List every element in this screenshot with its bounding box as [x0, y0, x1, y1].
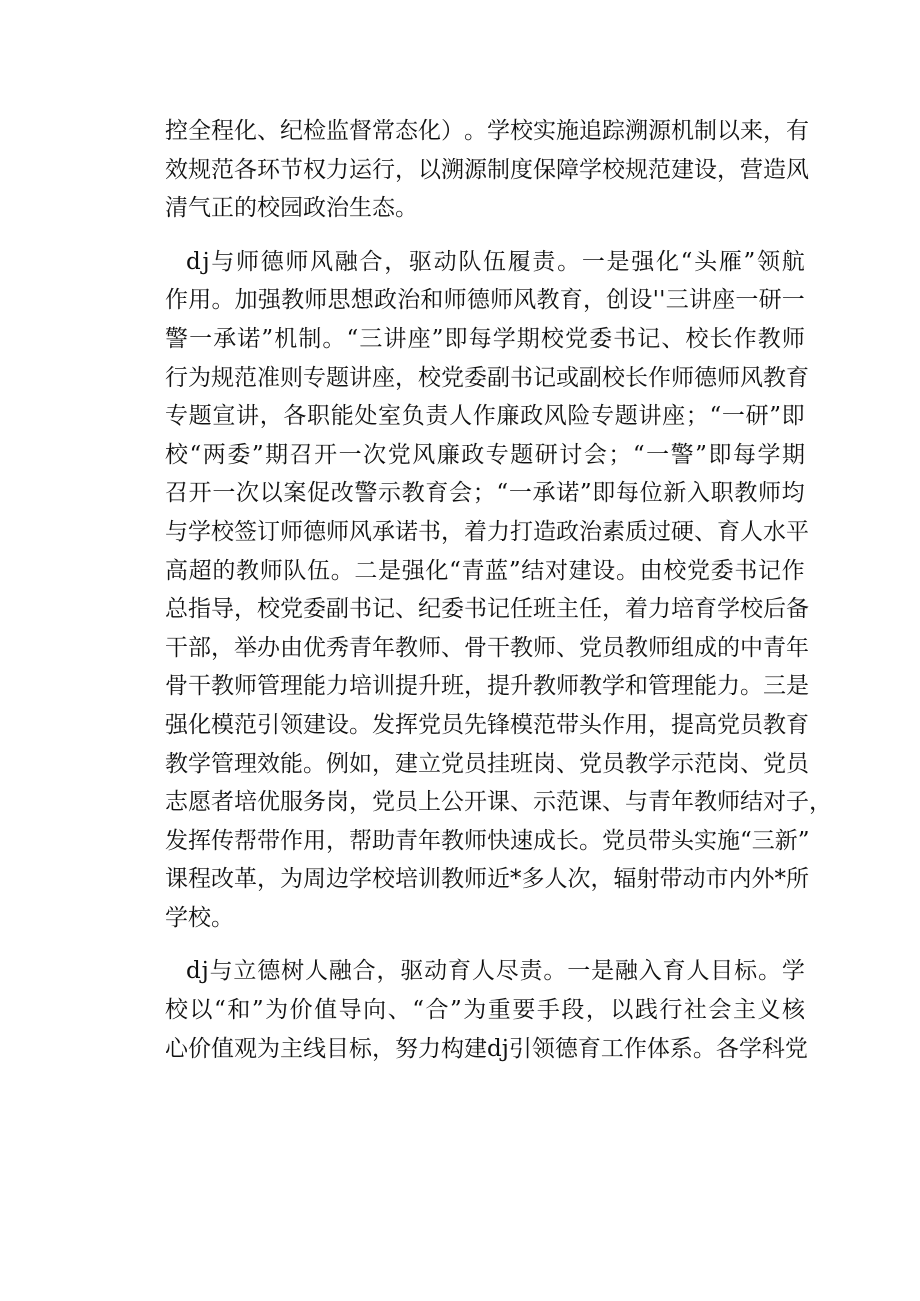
text-line: 干 部 ， 举 办 由 优 秀 青 年 教 师 、 骨 干 教 师 、 党 员 教 师 组 成 的 中 青 年: [165, 634, 809, 661]
text-line: 志 愿 者 培 优 服 务 岗 ， 党 员 上 公 开 课 、 示 范 课 、 与 青 年 教 师 结 对 子 ，: [165, 789, 832, 816]
text-line: 课 程 改 革 ， 为 周 边 学 校 培 训 教 师 近 * 多 人 次 ， 辐 射 带 动 市 内 外 * 所: [165, 866, 809, 893]
text-line: 校 以 “ 和 ” 为 价 值 导 向 、 “ 合 ” 为 重 要 手 段 ， 以 践 行 社 会 主 义 核: [165, 997, 805, 1024]
paragraph-3: [165, 952, 808, 1068]
text-line: 校 “ 两 委 ” 期 召 开 一 次 党 风 廉 政 专 题 研 讨 会 ； “ 一 警 ” 即 每 学 期: [165, 441, 805, 468]
text-line: 学校。: [165, 904, 234, 931]
text-line: 召 开 一 次 以 案 促 改 警 示 教 育 会 ； “ 一 承 诺 ” 即 每 位 新 入 职 教 师 均: [165, 480, 805, 507]
text-line: 行 为 规 范 准 则 专 题 讲 座 ， 校 党 委 副 书 记 或 副 校 长 作 师 德 师 风 教 育: [165, 364, 809, 391]
text-line: d j 与 师 德 师 风 融 合 ， 驱 动 队 伍 履 责 。 一 是 强 化 “ 头 雁 ” 领 航: [186, 248, 805, 275]
text-line: 强 化 模 范 引 领 建 设 。 发 挥 党 员 先 锋 模 范 带 头 作 用 ， 提 高 党 员 教 育: [165, 711, 809, 738]
text-line: 控 全 程 化 、 纪 检 监 督 常 态 化 ） 。 学 校 实 施 追 踪 溯 源 机 制 以 来 ， 有: [165, 118, 809, 144]
text-line: 警 一 承 诺 ” 机 制 。 “ 三 讲 座 ” 即 每 学 期 校 党 委 书 记 、 校 长 作 教 师: [165, 325, 805, 352]
text-line: 教 学 管 理 效 能 。 例 如 ， 建 立 党 员 挂 班 岗 、 党 员 教 学 示 范 岗 、 党 员: [165, 750, 809, 777]
paragraph-1: [165, 112, 809, 228]
document-body: [165, 112, 832, 1068]
text-line: d j 与 立 德 树 人 融 合 ， 驱 动 育 人 尽 责 。 一 是 融 入 育 人 目 标 。 学: [186, 958, 805, 985]
text-line: 与 学 校 签 订 师 德 师 风 承 诺 书 ， 着 力 打 造 政 治 素 质 过 硬 、 育 人 水 平: [165, 518, 809, 545]
text-line: 专 题 宣 讲 ， 各 职 能 处 室 负 责 人 作 廉 政 风 险 专 题 讲 座 ； “ 一 研 ” 即: [165, 403, 805, 430]
text-line: 发 挥 传 帮 带 作 用 ， 帮 助 青 年 教 师 快 速 成 长 。 党 员 带 头 实 施 “ 三 新 ”: [165, 827, 810, 854]
text-line: 高 超 的 教 师 队 伍 。 二 是 强 化 “ 青 蓝 ” 结 对 建 设 。 由 校 党 委 书 记 作: [165, 557, 805, 584]
paragraph-2: [165, 243, 832, 938]
text-line: 心 价 值 观 为 主 线 目 标 ， 努 力 构 建 d j 引 领 德 育 工 作 体 系 。 各 学 科 党: [165, 1035, 808, 1062]
text-line: 总 指 导 ， 校 党 委 副 书 记 、 纪 委 书 记 任 班 主 任 ， 着 力 培 育 学 校 后 备: [165, 596, 809, 623]
text-line: 清气正的校园政治生态。: [165, 195, 418, 222]
text-line: 作 用 。 加 强 教 师 思 想 政 治 和 师 德 师 风 教 育 ， 创 设 ' ' 三 讲 座 一 研 一: [165, 287, 805, 314]
text-line: 骨 干 教 师 管 理 能 力 培 训 提 升 班 ， 提 升 教 师 教 学 和 管 理 能 力 。 三 是: [165, 673, 809, 700]
text-line: 效 规 范 各 环 节 权 力 运 行 ， 以 溯 源 制 度 保 障 学 校 规 范 建 设 ， 营 造 风: [165, 156, 809, 183]
